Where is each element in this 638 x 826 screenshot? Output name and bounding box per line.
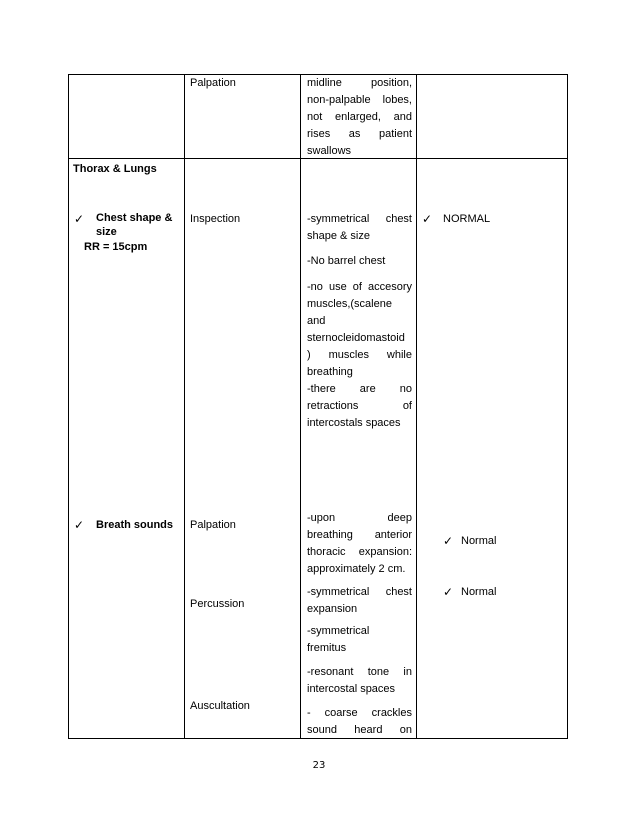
checkmark-icon: ✓ — [443, 534, 454, 548]
finding-line: -upon deep — [307, 512, 412, 524]
finding-line: breathing anterior — [307, 529, 412, 541]
finding-line: -there are no — [307, 383, 412, 395]
finding-line: sound heard on — [307, 724, 412, 736]
technique-inspection: Inspection — [190, 213, 241, 225]
finding-line: intercostals spaces — [307, 417, 401, 429]
technique-percussion: Percussion — [190, 598, 245, 610]
finding-line: midline position, — [307, 77, 412, 89]
finding-line: -symmetrical — [307, 625, 370, 637]
result-normal: Normal — [461, 535, 497, 547]
technique-auscultation: Auscultation — [190, 700, 250, 712]
column-divider — [416, 74, 417, 739]
technique-palpation: Palpation — [190, 519, 236, 531]
result-normal: NORMAL — [443, 213, 491, 225]
finding-line: non-palpable lobes, — [307, 94, 412, 106]
finding-line: not enlarged, and — [307, 111, 412, 123]
finding-chest-expansion — [307, 584, 412, 618]
finding-accessory-muscles — [307, 279, 412, 381]
section-heading-thorax: Thorax & Lungs — [73, 163, 157, 175]
item-chest-shape — [96, 211, 172, 239]
finding-line: breathing — [307, 366, 353, 378]
page-number: 23 — [312, 760, 326, 771]
finding-line: intercostal spaces — [307, 683, 396, 695]
column-divider — [184, 74, 185, 739]
finding-line: swallows — [307, 145, 352, 157]
finding-chest-symmetry — [307, 211, 412, 245]
finding-line: sternocleidomastoid — [307, 332, 405, 344]
column-divider — [300, 74, 301, 739]
finding-line: thoracic expansion: — [307, 546, 412, 558]
item-label: Chest shape & — [96, 212, 173, 224]
checkmark-icon: ✓ — [422, 212, 433, 226]
finding-line: and — [307, 315, 326, 327]
finding-thyroid — [307, 75, 412, 160]
finding-line: - coarse crackles — [307, 707, 412, 719]
finding-fremitus — [307, 623, 412, 657]
respiratory-rate: RR = 15cpm — [84, 241, 148, 253]
checkmark-icon: ✓ — [443, 585, 454, 599]
finding-barrel-chest — [307, 253, 412, 270]
finding-line: fremitus — [307, 642, 347, 654]
finding-line: rises as patient — [307, 128, 412, 140]
finding-line: expansion — [307, 603, 358, 615]
finding-line: shape & size — [307, 230, 370, 242]
finding-line: retractions of — [307, 400, 412, 412]
finding-retractions — [307, 381, 412, 432]
finding-line: -No barrel chest — [307, 255, 386, 267]
result-normal: Normal — [461, 586, 497, 598]
checkmark-icon: ✓ — [74, 518, 85, 532]
finding-line: -resonant tone in — [307, 666, 412, 678]
finding-thoracic-expansion — [307, 510, 412, 578]
finding-line: ) muscles while — [307, 349, 412, 361]
finding-crackles — [307, 705, 412, 739]
technique-palpation: Palpation — [190, 77, 236, 89]
checkmark-icon: ✓ — [74, 212, 85, 226]
item-label: size — [96, 226, 117, 238]
finding-line: approximately 2 cm. — [307, 563, 406, 575]
finding-line: -symmetrical chest — [307, 586, 412, 598]
item-breath-sounds: Breath sounds — [96, 519, 174, 531]
finding-line: muscles,(scalene — [307, 298, 392, 310]
finding-resonant-tone — [307, 664, 412, 698]
finding-line: -symmetrical chest — [307, 213, 412, 225]
finding-line: -no use of accesory — [307, 281, 412, 293]
